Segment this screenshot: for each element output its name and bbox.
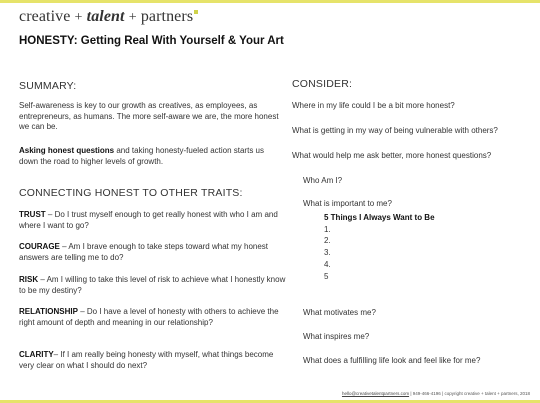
sub-question: What does a fulfilling life look and feel like for me? xyxy=(303,356,481,365)
summary-action-text: and taking honesty-fueled action starts us down the road to higher levels of growth. xyxy=(19,146,264,166)
trait-text: – Am I brave enough to take steps toward what my honest answers are telling me to do? xyxy=(19,242,269,262)
important-list xyxy=(311,212,435,282)
summary-paragraph: Self-awareness is key to our growth as creatives, as employees, as entrepreneurs, as humans. The more self-aware we are, the more honest we can be. xyxy=(19,101,279,131)
consider-heading: CONSIDER: xyxy=(292,78,353,90)
logo-plus: + xyxy=(74,10,83,25)
trait-name: RISK xyxy=(19,275,39,284)
sub-question: Who Am I? xyxy=(303,176,343,185)
trait-name: CLARITY xyxy=(19,350,54,359)
list-item: 4. xyxy=(324,259,331,269)
traits-heading: CONNECTING HONEST TO OTHER TRAITS: xyxy=(19,187,243,199)
logo-square-icon xyxy=(194,10,198,14)
page-title: HONESTY: Getting Real With Yourself & Your Art xyxy=(19,35,284,47)
list-title: 5 Things I Always Want to Be xyxy=(324,213,435,222)
consider-question: What would help me ask better, more honest questions? xyxy=(292,151,492,160)
sub-question: What motivates me? xyxy=(303,308,376,317)
list-item: 2. xyxy=(324,236,331,246)
trait-trust xyxy=(19,210,287,231)
trait-name: TRUST xyxy=(19,210,46,219)
trait-name: RELATIONSHIP xyxy=(19,307,78,316)
list-item: 1. xyxy=(324,224,331,234)
consider-question: Where in my life could I be a bit more honest? xyxy=(292,101,455,110)
consider-question: What is getting in my way of being vulnerable with others? xyxy=(292,126,498,135)
trait-text: – If I am really being honesty with myself, what things become very clear on what I should do next? xyxy=(19,350,274,370)
logo-plus: + xyxy=(128,10,137,25)
trait-risk xyxy=(19,275,287,296)
sub-question: What is important to me? xyxy=(303,199,392,208)
trait-courage xyxy=(19,242,287,263)
footer-contact xyxy=(342,391,530,396)
logo-word-partners: partners xyxy=(140,8,194,25)
footer-email-link[interactable]: hello@creativetalentpartners.com xyxy=(341,391,410,396)
logo-word-talent: talent xyxy=(86,8,125,25)
trait-name: COURAGE xyxy=(19,242,60,251)
footer-copyright: | 949-466-4196 | copyright creative + talent + partners, 2018 xyxy=(409,391,530,396)
sub-question: What inspires me? xyxy=(303,332,370,341)
trait-clarity xyxy=(19,350,287,371)
trait-text: – Am I willing to take this level of risk to achieve what I honestly know to be my destiny? xyxy=(19,275,286,295)
summary-action-paragraph xyxy=(19,146,279,167)
trait-text: – Do I have a level of honesty with others to achieve the right amount of depth and meaning in our relationship? xyxy=(19,307,279,327)
summary-heading: SUMMARY: xyxy=(19,80,77,92)
trait-text: – Do I trust myself enough to get really honest with who I am and where I want to go? xyxy=(19,210,278,230)
brand-logo xyxy=(19,8,198,26)
top-accent-bar xyxy=(0,0,540,3)
summary-bold-phrase: Asking honest questions xyxy=(19,146,115,155)
list-item: 5 xyxy=(324,271,329,281)
logo-word-creative: creative xyxy=(19,8,71,25)
trait-relationship xyxy=(19,307,287,328)
list-item: 3. xyxy=(324,248,331,258)
